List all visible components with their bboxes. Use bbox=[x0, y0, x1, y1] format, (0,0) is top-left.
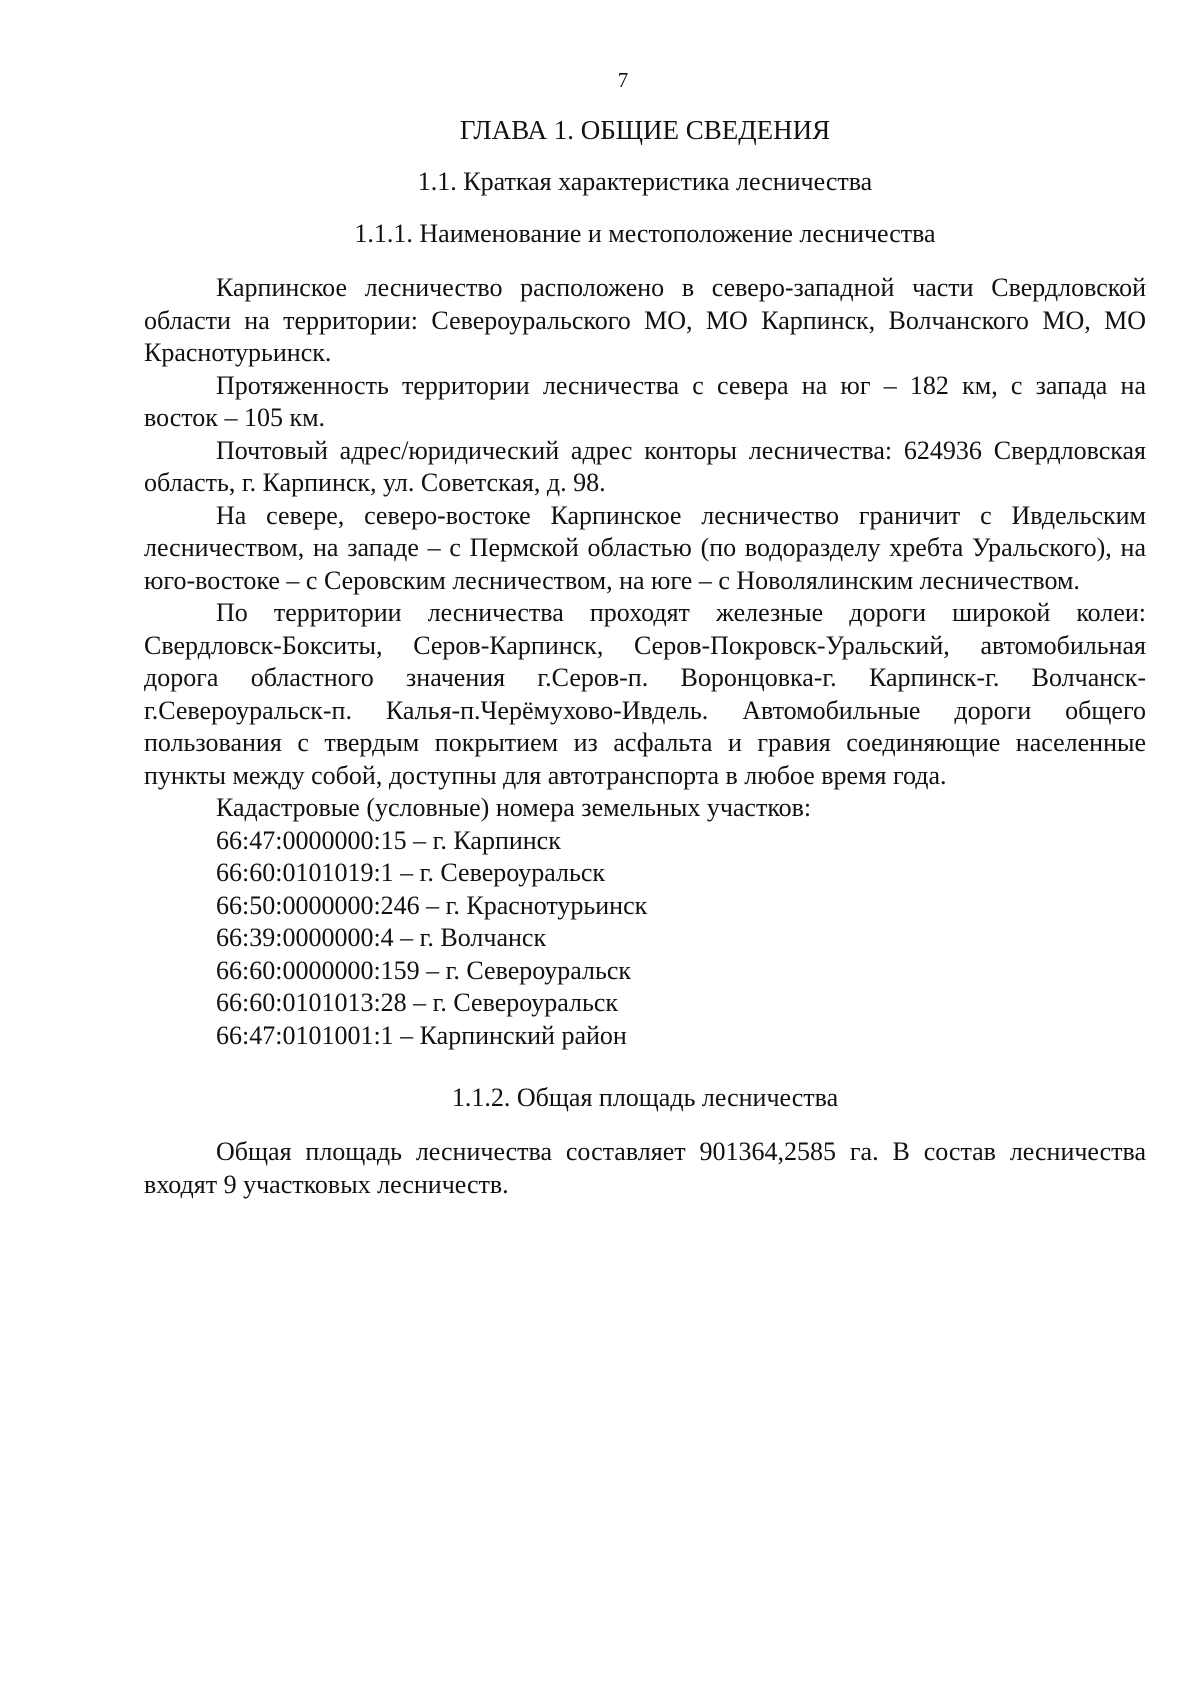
subsection-title-total-area: 1.1.2. Общая площадь лесничества bbox=[451, 1083, 839, 1112]
cadastral-number-item: 66:60:0101013:28 – г. Североуральск bbox=[216, 988, 619, 1017]
paragraph-extent: Протяженность территории лесничества с севера на юг – 182 км, с запада на восток – 105 км. bbox=[144, 370, 1146, 432]
paragraph-total-area: Общая площадь лесничества составляет 901364,2585 га. В состав лесничества входят 9 участковых лесничеств. bbox=[144, 1137, 1146, 1199]
cadastral-number-item: 66:50:0000000:246 – г. Краснотурьинск bbox=[216, 890, 648, 920]
chapter-title: ГЛАВА 1. ОБЩИЕ СВЕДЕНИЯ bbox=[459, 115, 831, 145]
paragraph-roads: По территории лесничества проходят железные дороги широкой колеи: Свердловск-Бокситы, Серов-Карпинск, Серов-Покровск-Уральский, автомобильная дорога областного значения г.Серов-п. Воронцовка-г. Карпинск-г. Волчанск-г.Североуральск-п. Калья-п.Черёмухово-Ивдель. Автомобильные дороги общего пользования с твердым покрытием из асфальта и гравия соединяющие населенные пункты между собой, доступны для автотранспорта в любое время года. bbox=[144, 598, 1146, 790]
page-content bbox=[144, 114, 1146, 1201]
cadastral-number-item: 66:47:0000000:15 – г. Карпинск bbox=[216, 825, 561, 855]
section-title: 1.1. Краткая характеристика лесничества bbox=[417, 167, 873, 196]
cadastral-number-item: 66:60:0000000:159 – г. Североуральск bbox=[216, 955, 632, 985]
cadastral-number-item: 66:39:0000000:4 – г. Волчанск bbox=[216, 923, 547, 952]
cadastral-heading: Кадастровые (условные) номера земельных участков: bbox=[216, 793, 812, 822]
paragraph-address: Почтовый адрес/юридический адрес конторы лесничества: 624936 Свердловская область, г. Карпинск, ул. Советская, д. 98. bbox=[144, 435, 1146, 497]
cadastral-number-item: 66:47:0101001:1 – Карпинский район bbox=[216, 1020, 627, 1050]
cadastral-number-item: 66:60:0101019:1 – г. Североуральск bbox=[216, 858, 606, 887]
paragraph-borders: На севере, северо-востоке Карпинское лесничество граничит с Ивдельским лесничеством, на западе – с Пермской областью (по водоразделу хребта Уральского), на юго-востоке – с Серовским лесничеством, на юге – с Новолялинским лесничеством. bbox=[144, 500, 1146, 595]
page-number: 7 bbox=[617, 68, 629, 92]
paragraph-location: Карпинское лесничество расположено в северо-западной части Свердловской области на территории: Североуральского МО, МО Карпинск, Волчанского МО, МО Краснотурьинск. bbox=[144, 273, 1146, 367]
subsection-title-name-location: 1.1.1. Наименование и местоположение лесничества bbox=[354, 219, 936, 248]
